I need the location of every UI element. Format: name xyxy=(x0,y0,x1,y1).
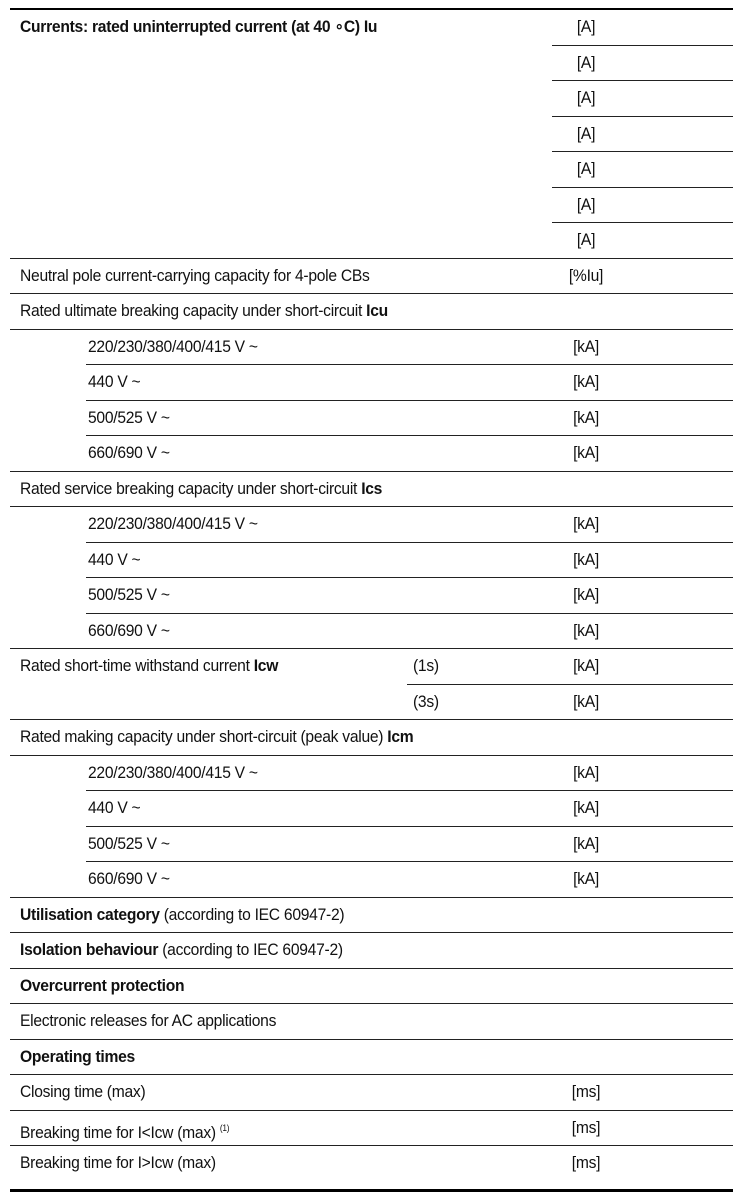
table-row xyxy=(10,543,733,579)
table-bottom-rule xyxy=(10,1189,733,1192)
row-label: Rated making capacity under short-circuit (peak value) Icm xyxy=(20,727,414,746)
table-row xyxy=(10,294,733,330)
table-row xyxy=(10,46,733,82)
table-row xyxy=(10,791,733,827)
row-unit: [kA] xyxy=(573,762,599,782)
table-row xyxy=(10,685,733,721)
row-unit: [kA] xyxy=(573,833,599,853)
table-row xyxy=(10,614,733,650)
table-row xyxy=(10,436,733,472)
row-sublabel: 220/230/380/400/415 V ~ xyxy=(88,336,258,356)
row-unit: [kA] xyxy=(573,869,599,888)
row-label: Rated service breaking capacity under short-circuit Ics xyxy=(20,478,383,498)
table-row xyxy=(10,862,733,898)
table-row xyxy=(10,578,733,614)
row-unit: [A] xyxy=(576,159,596,178)
row-unit: [A] xyxy=(576,52,596,72)
table-row xyxy=(10,1040,733,1076)
row-unit: [ms] xyxy=(571,1117,601,1137)
row-unit: [kA] xyxy=(573,798,599,817)
table-row xyxy=(10,720,733,756)
row-sublabel: 660/690 V ~ xyxy=(88,620,170,640)
row-label: Utilisation category (according to IEC 60947-2) xyxy=(20,904,345,924)
row-sublabel: 660/690 V ~ xyxy=(88,869,170,888)
table-row xyxy=(10,188,733,224)
row-unit: [A] xyxy=(576,17,596,36)
table-row xyxy=(10,365,733,401)
row-label: Electronic releases for AC applications xyxy=(20,1011,277,1030)
row-sublabel: 440 V ~ xyxy=(88,798,141,817)
row-label: Breaking time for I<Icw (max) $^{(1)}$ xyxy=(20,1122,230,1142)
row-label: Isolation behaviour (according to IEC 60947-2) xyxy=(20,940,343,959)
table-row xyxy=(10,756,733,792)
row-unit: [kA] xyxy=(573,514,599,533)
row-unit: [A] xyxy=(576,194,596,214)
footnote-ref: (1) xyxy=(219,1122,230,1133)
row-unit: [kA] xyxy=(573,620,599,640)
table-row xyxy=(10,472,733,508)
row-unit: [kA] xyxy=(573,372,599,391)
table-row xyxy=(10,507,733,543)
row-unit: [kA] xyxy=(573,691,599,711)
table-row xyxy=(10,10,733,46)
table-row xyxy=(10,969,733,1005)
row-duration: (3s) xyxy=(413,691,439,711)
row-unit: [A] xyxy=(576,230,596,249)
row-sublabel: 440 V ~ xyxy=(88,372,141,391)
section-heading: Overcurrent protection xyxy=(20,975,185,995)
row-label: Breaking time for I>Icw (max) xyxy=(20,1153,216,1172)
row-sublabel: 220/230/380/400/415 V ~ xyxy=(88,514,258,533)
table-row xyxy=(10,1111,733,1147)
table-row xyxy=(10,259,733,295)
row-unit: [ms] xyxy=(571,1153,601,1172)
table-row xyxy=(10,1004,733,1040)
row-unit: [A] xyxy=(576,123,596,143)
table-row xyxy=(10,827,733,863)
row-label: Neutral pole current-carrying capacity for 4-pole CBs xyxy=(20,265,370,285)
table-row xyxy=(10,330,733,366)
row-sublabel: 500/525 V ~ xyxy=(88,833,170,853)
row-sublabel: 500/525 V ~ xyxy=(88,585,170,604)
row-duration: (1s) xyxy=(413,656,439,675)
row-unit: [kA] xyxy=(573,549,599,569)
section-heading: Operating times xyxy=(20,1046,135,1066)
row-unit: [%Iu] xyxy=(568,265,604,285)
table-row xyxy=(10,117,733,153)
table-row xyxy=(10,152,733,188)
table-row xyxy=(10,1146,733,1182)
row-sublabel: 500/525 V ~ xyxy=(88,407,170,427)
table-row xyxy=(10,81,733,117)
row-label: Rated short-time withstand current Icw xyxy=(20,656,279,675)
table-row xyxy=(10,933,733,969)
row-label: Rated ultimate breaking capacity under short-circuit Icu xyxy=(20,301,388,320)
table-row xyxy=(10,223,733,259)
row-unit: [A] xyxy=(576,88,596,107)
row-sublabel: 660/690 V ~ xyxy=(88,443,170,462)
spec-table xyxy=(10,8,733,1192)
row-label: Closing time (max) xyxy=(20,1082,146,1101)
row-unit: [kA] xyxy=(573,656,599,675)
table-row xyxy=(10,1075,733,1111)
row-unit: [kA] xyxy=(573,336,599,356)
row-label: Currents: rated uninterrupted current (at 40 ∘C) Iu xyxy=(20,17,378,36)
row-unit: [kA] xyxy=(573,407,599,427)
row-sublabel: 220/230/380/400/415 V ~ xyxy=(88,762,258,782)
row-unit: [kA] xyxy=(573,585,599,604)
row-unit: [kA] xyxy=(573,443,599,462)
row-unit: [ms] xyxy=(571,1082,601,1101)
table-row xyxy=(10,898,733,934)
row-sublabel: 440 V ~ xyxy=(88,549,141,569)
table-row xyxy=(10,401,733,437)
table-row xyxy=(10,649,733,685)
